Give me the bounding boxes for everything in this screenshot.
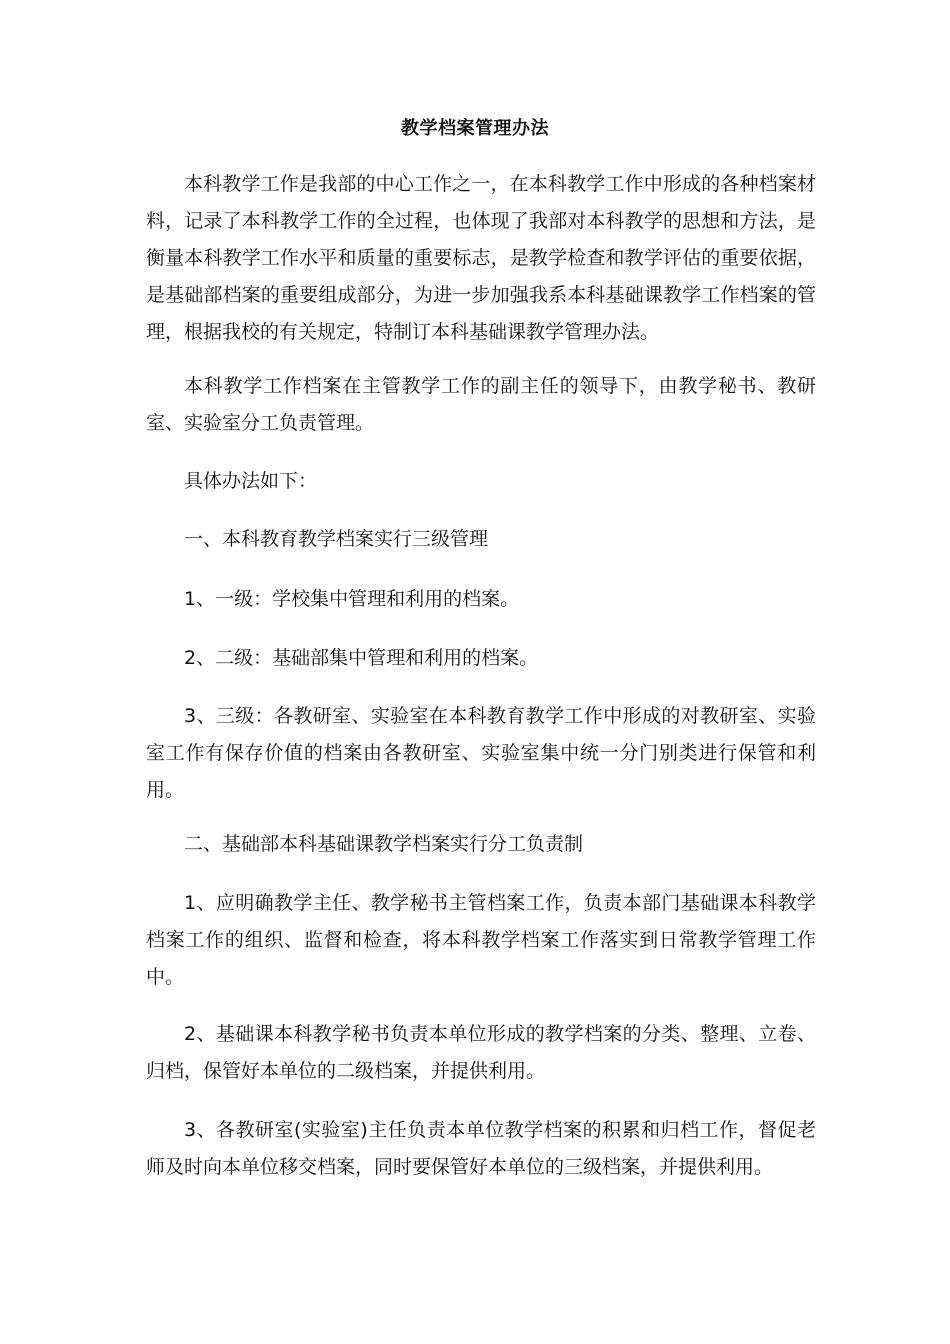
list-item-1-1: 1、一级：学校集中管理和利用的档案。 <box>184 588 520 610</box>
section-heading-2: 二、基础部本科基础课教学档案实行分工负责制 <box>184 833 584 855</box>
paragraph-methods-intro: 具体办法如下： <box>184 470 318 492</box>
list-item-2-1: 1、应明确教学主任、教学秘书主管档案工作，负责本部门基础课本科教学档案工作的组织、监督和检查，将本科教学档案工作落实到日常教学管理工作中。 <box>146 892 816 988</box>
list-item-1-3: 3、三级：各教研室、实验室在本科教育教学工作中形成的对教研室、实验室工作有保存价值的档案由各教研室、实验室集中统一分门别类进行保管和利用。 <box>146 705 816 801</box>
paragraph-responsibility: 本科教学工作档案在主管教学工作的副主任的领导下，由教学秘书、教研室、实验室分工负责管理。 <box>146 375 816 434</box>
list-item-2-2: 2、基础课本科教学秘书负责本单位形成的教学档案的分类、整理、立卷、归档，保管好本单位的二级档案，并提供利用。 <box>146 1023 816 1082</box>
paragraph-intro: 本科教学工作是我部的中心工作之一，在本科教学工作中形成的各种档案材料，记录了本科教学工作的全过程，也体现了我部对本科教学的思想和方法，是衡量本科教学工作水平和质量的重要标志，是教学检查和教学评估的重要依据，是基础部档案的重要组成部分，为进一步加强我系本科基础课教学工作档案的管理，根据我校的有关规定，特制订本科基础课教学管理办法。 <box>146 173 816 343</box>
list-item-2-3: 3、各教研室(实验室)主任负责本单位教学档案的积累和归档工作，督促老师及时向本单位移交档案，同时要保管好本单位的三级档案，并提供利用。 <box>146 1119 816 1178</box>
list-item-1-2: 2、二级：基础部集中管理和利用的档案。 <box>184 647 539 669</box>
document-title: 教学档案管理办法 <box>401 118 549 139</box>
section-heading-1: 一、本科教育教学档案实行三级管理 <box>184 528 489 550</box>
